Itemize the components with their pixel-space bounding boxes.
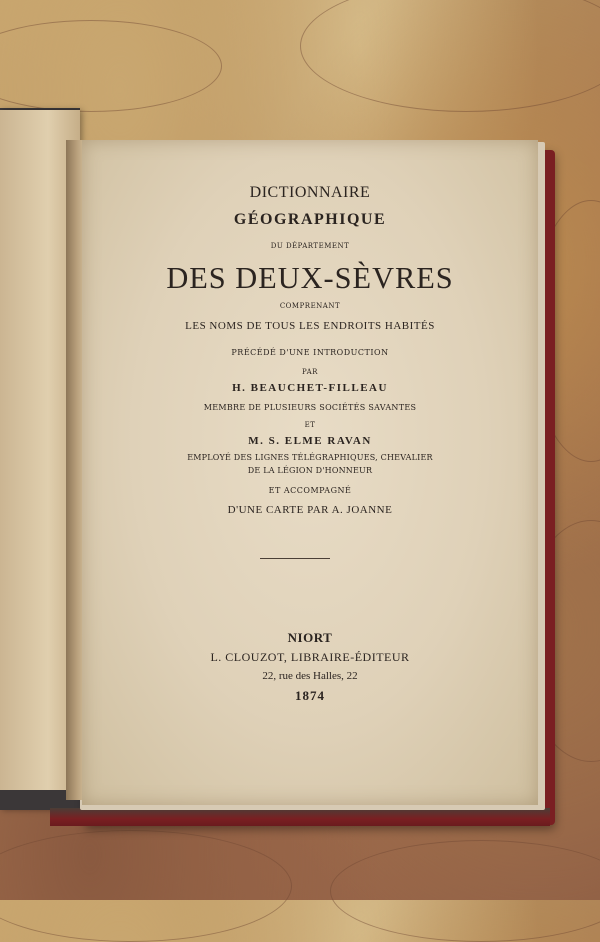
du-departement: DU DÉPARTEMENT [270,242,350,250]
author-2: M. S. ELME RAVAN [248,435,372,447]
imprint-address: 22, rue des Halles, 22 [262,670,358,682]
marble-vein [330,840,600,942]
title-line-2: GÉOGRAPHIQUE [233,211,387,228]
accompagne: ET ACCOMPAGNÉ [268,486,352,495]
author-2-title-line-2: DE LA LÉGION D'HONNEUR [247,466,373,475]
title-page [82,140,538,805]
et: ET [304,421,316,429]
carte-par: D'UNE CARTE PAR A. JOANNE [227,504,393,516]
imprint-city: NIORT [287,630,333,645]
divider-rule [260,558,330,559]
precede-introduction: PRÉCÉDÉ D'UNE INTRODUCTION [231,348,389,357]
marble-vein [0,830,292,942]
marble-vein [300,0,600,112]
par: PAR [302,368,318,376]
author-2-title-line-1: EMPLOYÉ DES LIGNES TÉLÉGRAPHIQUES, CHEVALIER [187,453,433,462]
author-1: H. BEAUCHET-FILLEAU [232,382,388,394]
author-1-title: MEMBRE DE PLUSIEURS SOCIÉTÉS SAVANTES [203,403,417,412]
imprint-year: 1874 [295,688,325,703]
comprenant: COMPRENANT [279,302,341,310]
imprint-publisher: L. CLOUZOT, LIBRAIRE-ÉDITEUR [210,650,410,664]
marble-vein [0,20,222,112]
subtitle-noms: LES NOMS DE TOUS LES ENDROITS HABITÉS [185,320,435,332]
main-title: DES DEUX-SÈVRES [166,260,454,295]
title-line-1: DICTIONNAIRE [249,184,371,201]
cover-bottom-edge [50,808,550,826]
